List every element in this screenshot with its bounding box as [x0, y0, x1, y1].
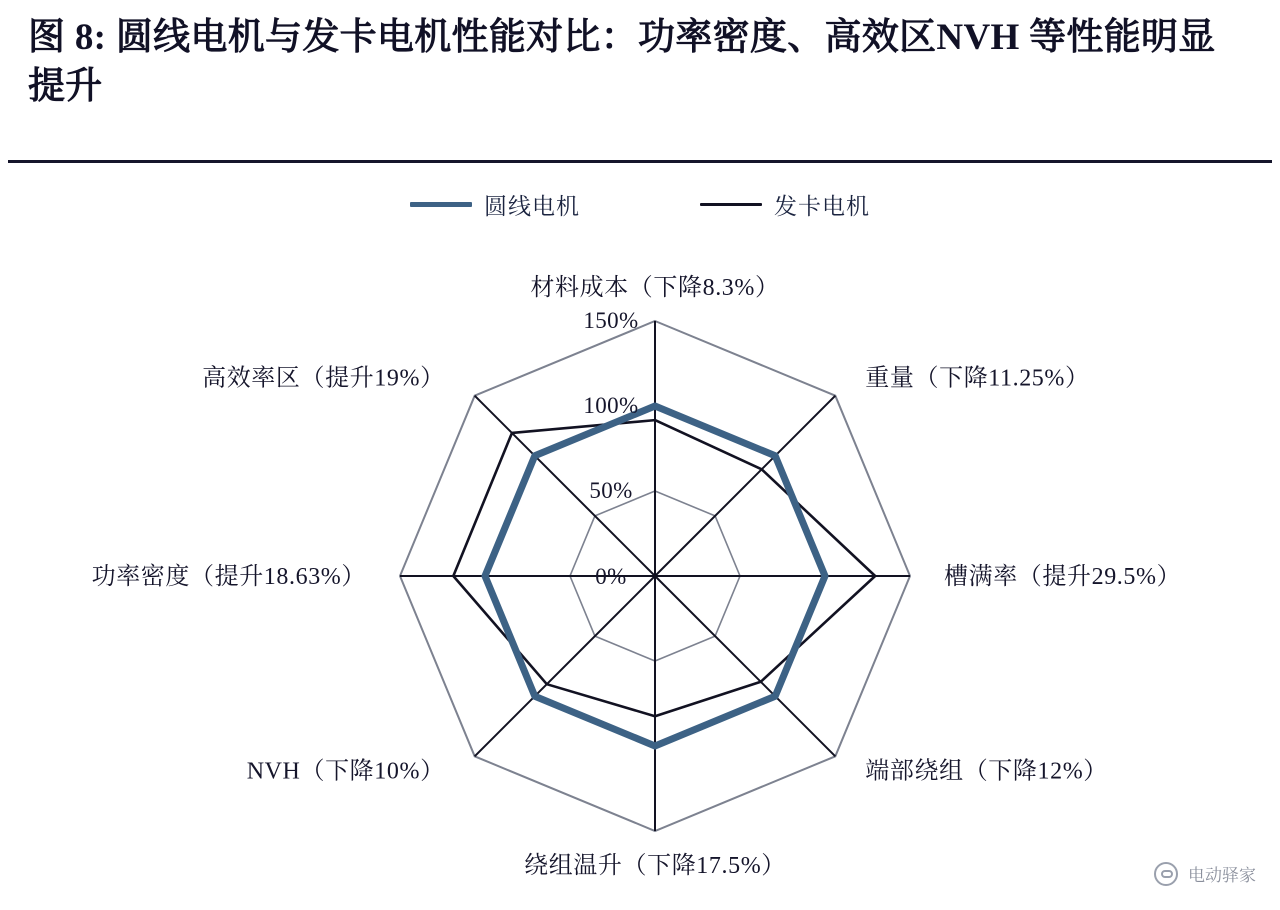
radar-tick-label: 150%	[583, 308, 639, 333]
radar-axis-line	[655, 576, 835, 756]
radar-series-polygon	[453, 420, 875, 716]
watermark-label: 电动驿家	[1188, 866, 1256, 885]
legend-label-hairpin: 发卡电机	[774, 194, 870, 219]
title-divider	[8, 160, 1272, 163]
radar-category-label: 高效率区（提升19%）	[202, 365, 445, 392]
radar-axis-line	[475, 576, 655, 756]
legend-label-round-wire: 圆线电机	[484, 194, 580, 219]
radar-category-label: 端部绕组（下降12%）	[865, 758, 1108, 785]
watermark	[1154, 861, 1256, 886]
radar-svg	[0, 166, 1280, 910]
radar-category-label: 材料成本（下降8.3%）	[530, 275, 780, 301]
page-title: 图 8: 圆线电机与发卡电机性能对比：功率密度、高效区NVH 等性能明显提升	[28, 17, 1216, 107]
radar-category-label: NVH（下降10%）	[246, 758, 445, 785]
radar-category-label: 槽满率（提升29.5%）	[944, 564, 1182, 590]
radar-tick-label: 100%	[583, 393, 639, 418]
radar-category-label: 绕组温升（下降17.5%）	[524, 853, 786, 879]
radar-axis-line	[655, 396, 835, 576]
radar-tick-labels	[583, 308, 638, 589]
radar-tick-label: 50%	[589, 478, 633, 503]
radar-chart	[0, 166, 1280, 910]
radar-category-label: 功率密度（提升18.63%）	[91, 564, 366, 590]
radar-category-label: 重量（下降11.25%）	[865, 365, 1090, 392]
radar-axes	[400, 321, 910, 831]
radar-tick-label: 0%	[595, 564, 627, 589]
title-block	[0, 0, 1280, 122]
chart-area	[0, 166, 1280, 910]
wechat-icon	[1154, 862, 1178, 886]
